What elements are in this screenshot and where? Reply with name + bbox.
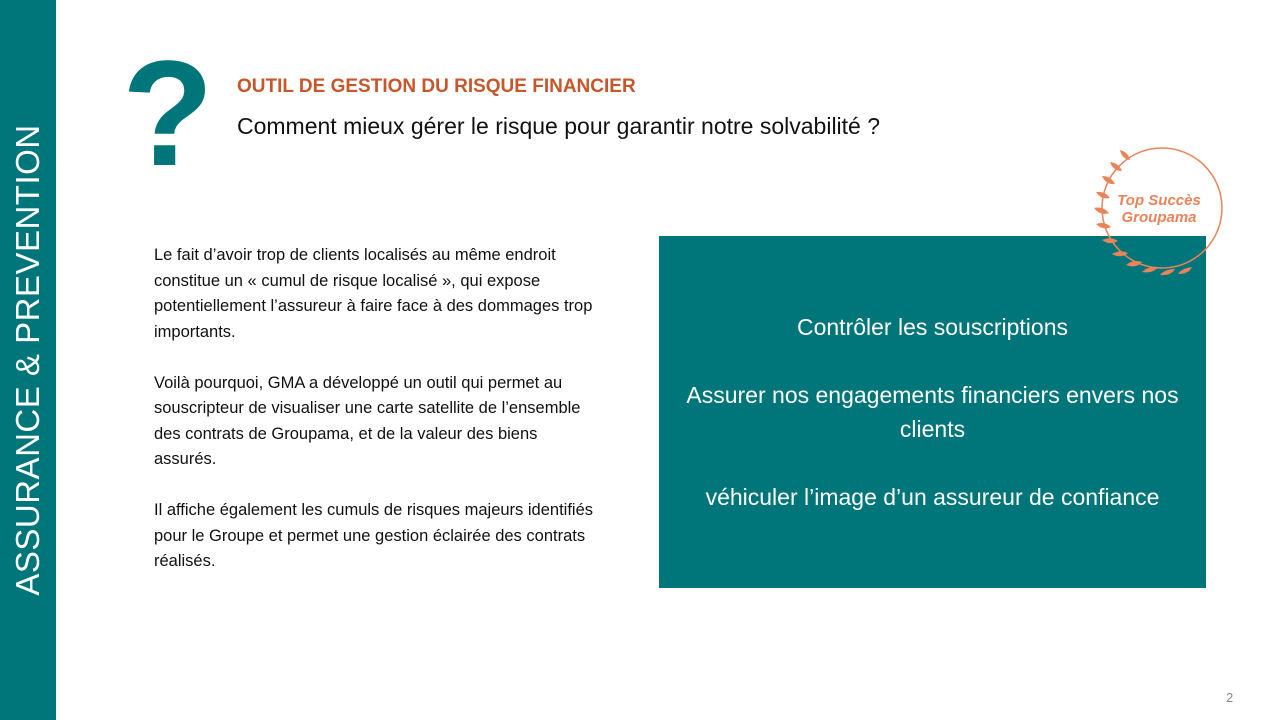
body-paragraph: Le fait d’avoir trop de clients localisés au même endroit constitue un « cumul de risque localisé », qui expose potentiellement l’assureur à faire face à des dommages trop importants.: [154, 246, 593, 341]
slide-kicker: OUTIL DE GESTION DU RISQUE FINANCIER: [237, 76, 636, 97]
sidebar-band: [0, 0, 56, 720]
section-title: ASSURANCE & PREVENTION: [9, 124, 46, 596]
highlight-item: véhiculer l’image d’un assureur de confiance: [705, 484, 1160, 510]
badge-line-1: Top Succès: [1117, 192, 1201, 209]
highlight-item: Assurer nos engagements financiers envers nos clients: [686, 382, 1179, 442]
body-paragraph: Il affiche également les cumuls de risques majeurs identifiés pour le Groupe et permet une gestion éclairée des contrats réalisés.: [154, 501, 593, 570]
page-number: 2: [1226, 690, 1234, 705]
body-text: [154, 243, 604, 600]
badge-line-2: Groupama: [1121, 209, 1197, 226]
slide-question: Comment mieux gérer le risque pour garantir notre solvabilité ?: [237, 113, 881, 139]
badge-label: [1086, 192, 1232, 226]
highlight-box: [659, 236, 1206, 588]
body-paragraph: Voilà pourquoi, GMA a développé un outil qui permet au souscripteur de visualiser une carte satellite de l’ensemble des contrats de Groupama, et de la valeur des biens assurés.: [154, 373, 581, 468]
question-mark-icon: ?: [122, 29, 214, 197]
highlight-item: Contrôler les souscriptions: [796, 314, 1068, 340]
top-succes-badge: [1086, 138, 1226, 284]
